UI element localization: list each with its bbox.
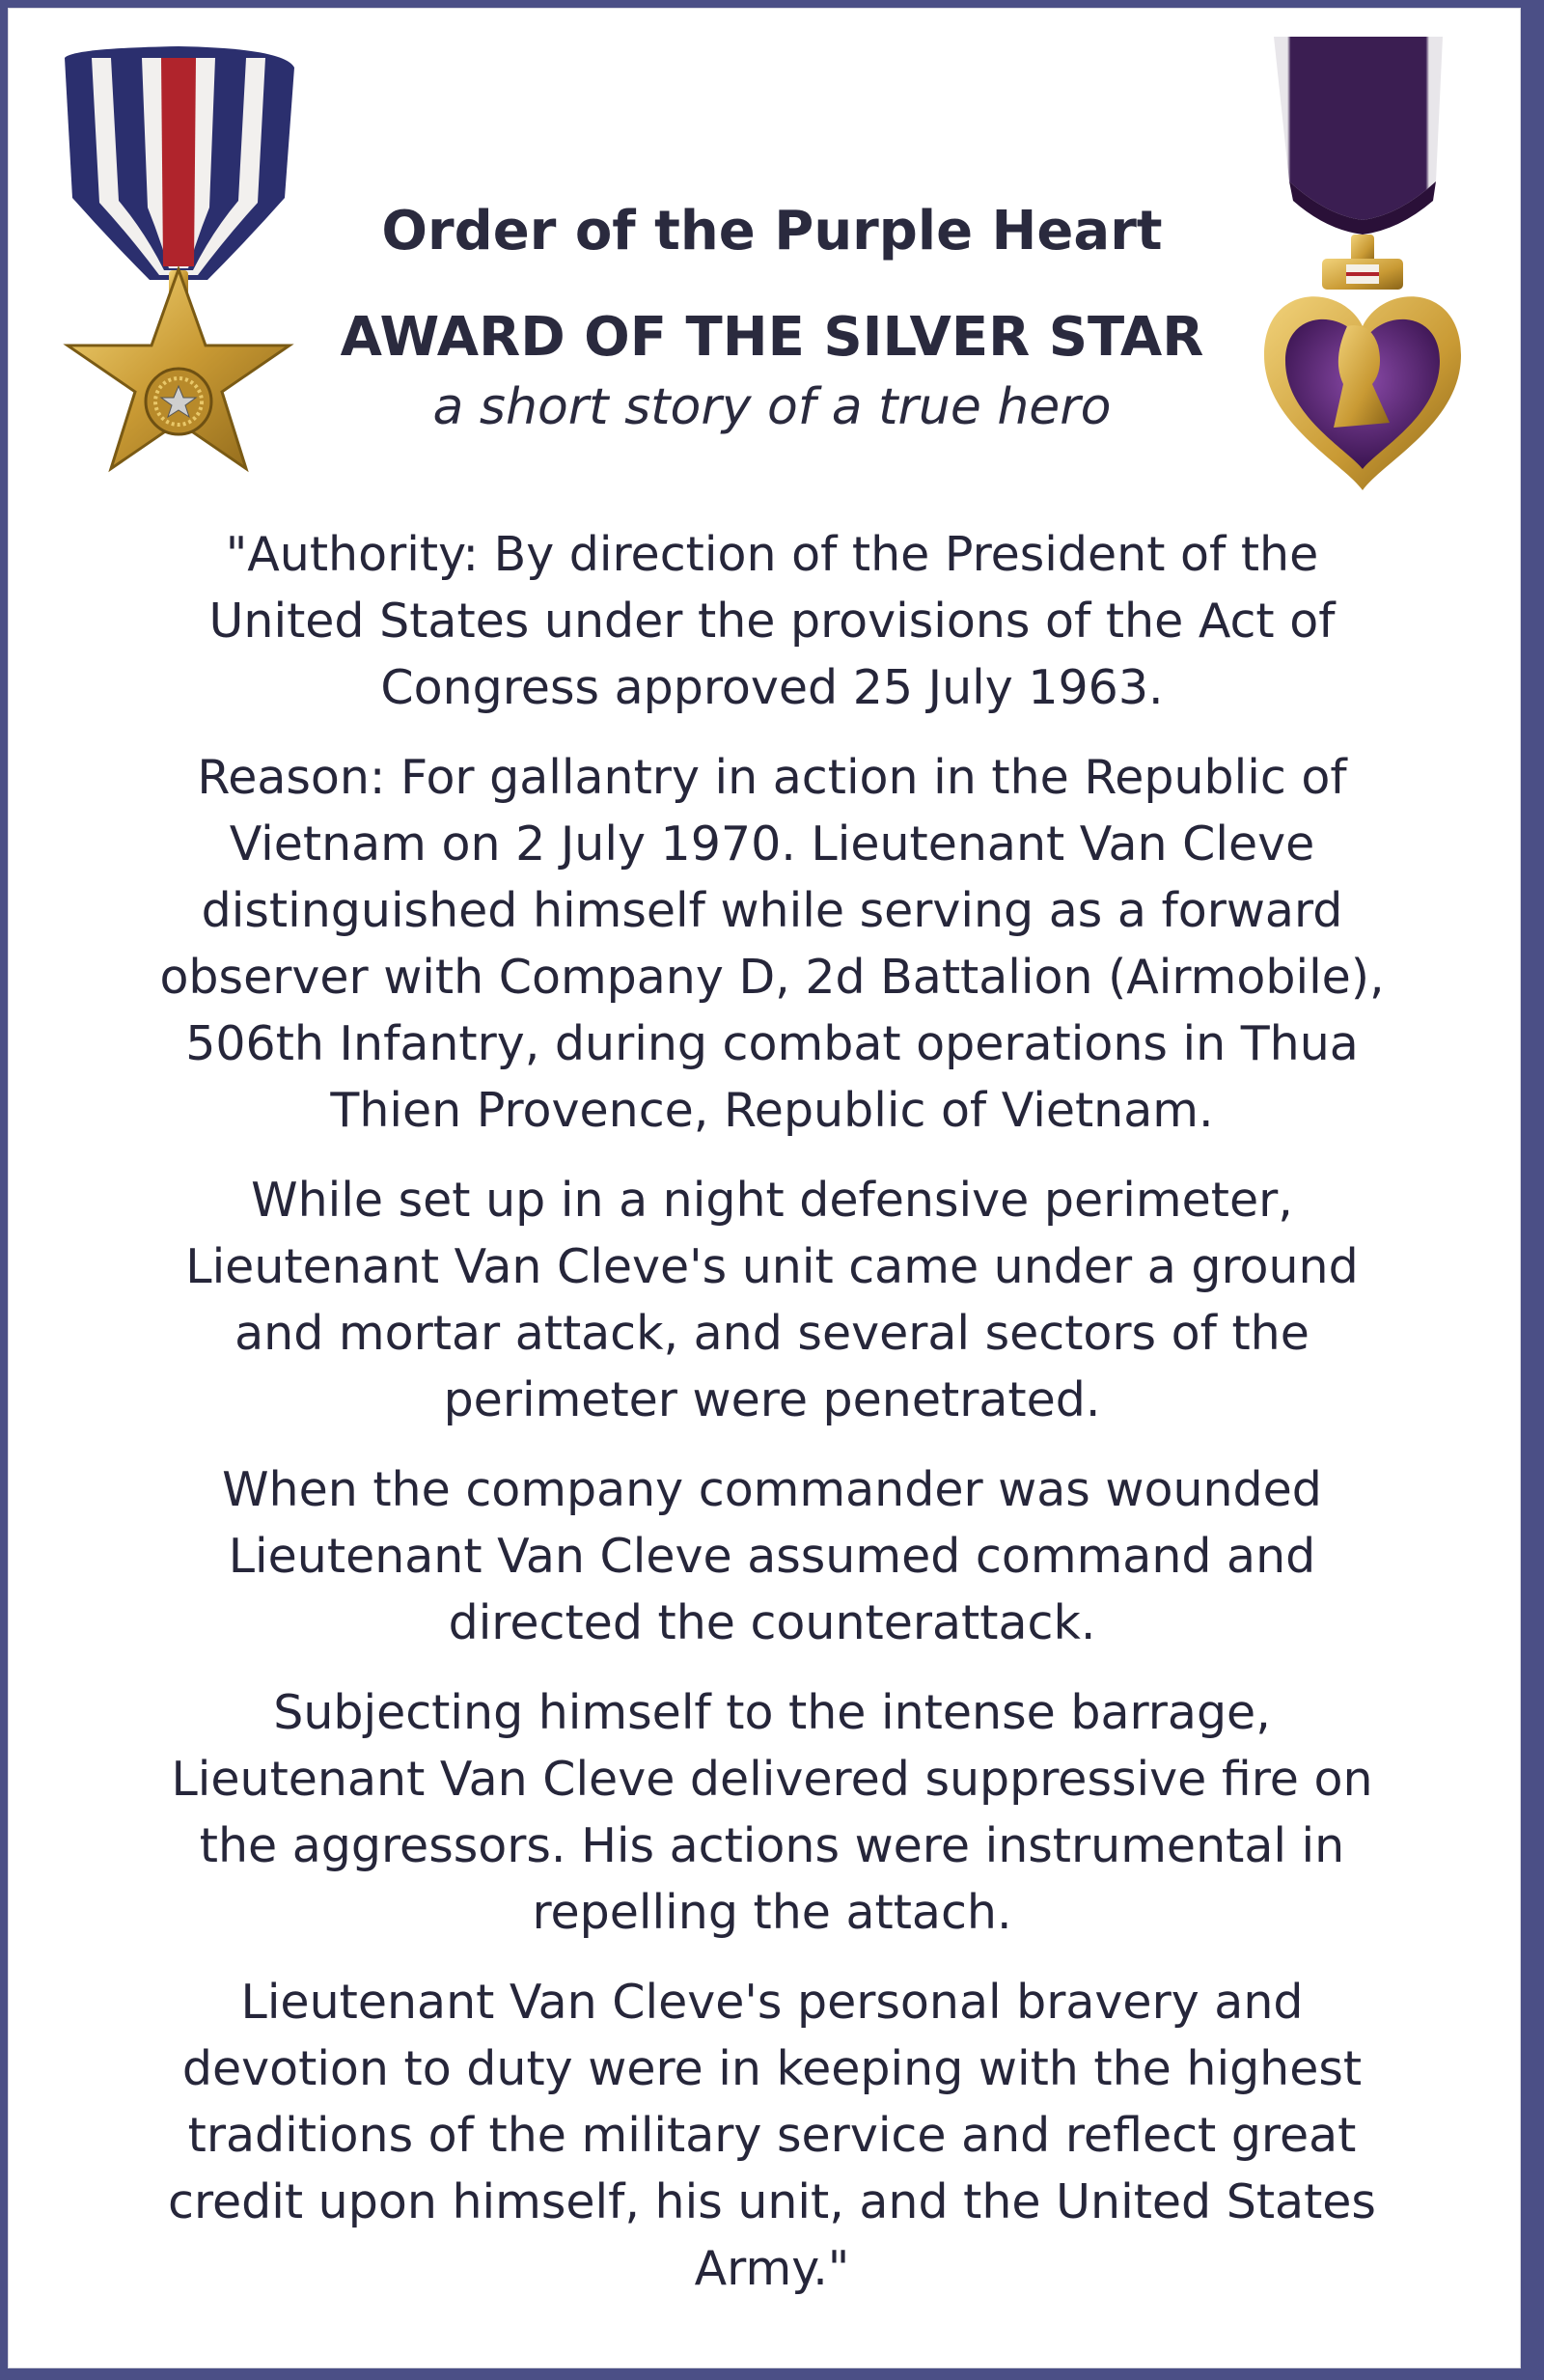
citation-paragraph-reason: Reason: For gallantry in action in the Republic of Vietnam on 2 July 1970. Lieutenant Van Cleve distinguished himself while serving as a forward observer with Company D, 2d Battalion (Airmobile), 506th Infantry, during combat operations in Thua Thien Provence, Republic of Vietnam. (159, 750, 1385, 1138)
card-header (0, 193, 1544, 438)
story-subtitle: a short story of a true hero (432, 378, 1112, 436)
citation-paragraph-barrage: Subjecting himself to the intense barrage, Lieutenant Van Cleve delivered suppressive fire on the aggressors. His actions were instrumental in repelling the attach. (171, 1685, 1373, 1940)
citation-paragraph-perimeter: While set up in a night defensive perimeter, Lieutenant Van Cleve's unit came under a ground and mortar attack, and several sectors of the perimeter were penetrated. (185, 1173, 1359, 1427)
citation-paragraph-authority: "Authority: By direction of the President of the United States under the provisions of the Act of Congress approved 25 July 1963. (208, 527, 1336, 715)
citation-paragraph-command: When the company commander was wounded Lieutenant Van Cleve assumed command and directed the counterattack. (222, 1462, 1322, 1650)
award-title: AWARD OF THE SILVER STAR (340, 306, 1204, 369)
citation-paragraph-bravery: Lieutenant Van Cleve's personal bravery and devotion to duty were in keeping with the highest traditions of the military service and reflect great credit upon himself, his unit, and the United States Army." (168, 1975, 1376, 2296)
citation-text (154, 521, 1390, 2325)
order-title: Order of the Purple Heart (381, 200, 1163, 263)
